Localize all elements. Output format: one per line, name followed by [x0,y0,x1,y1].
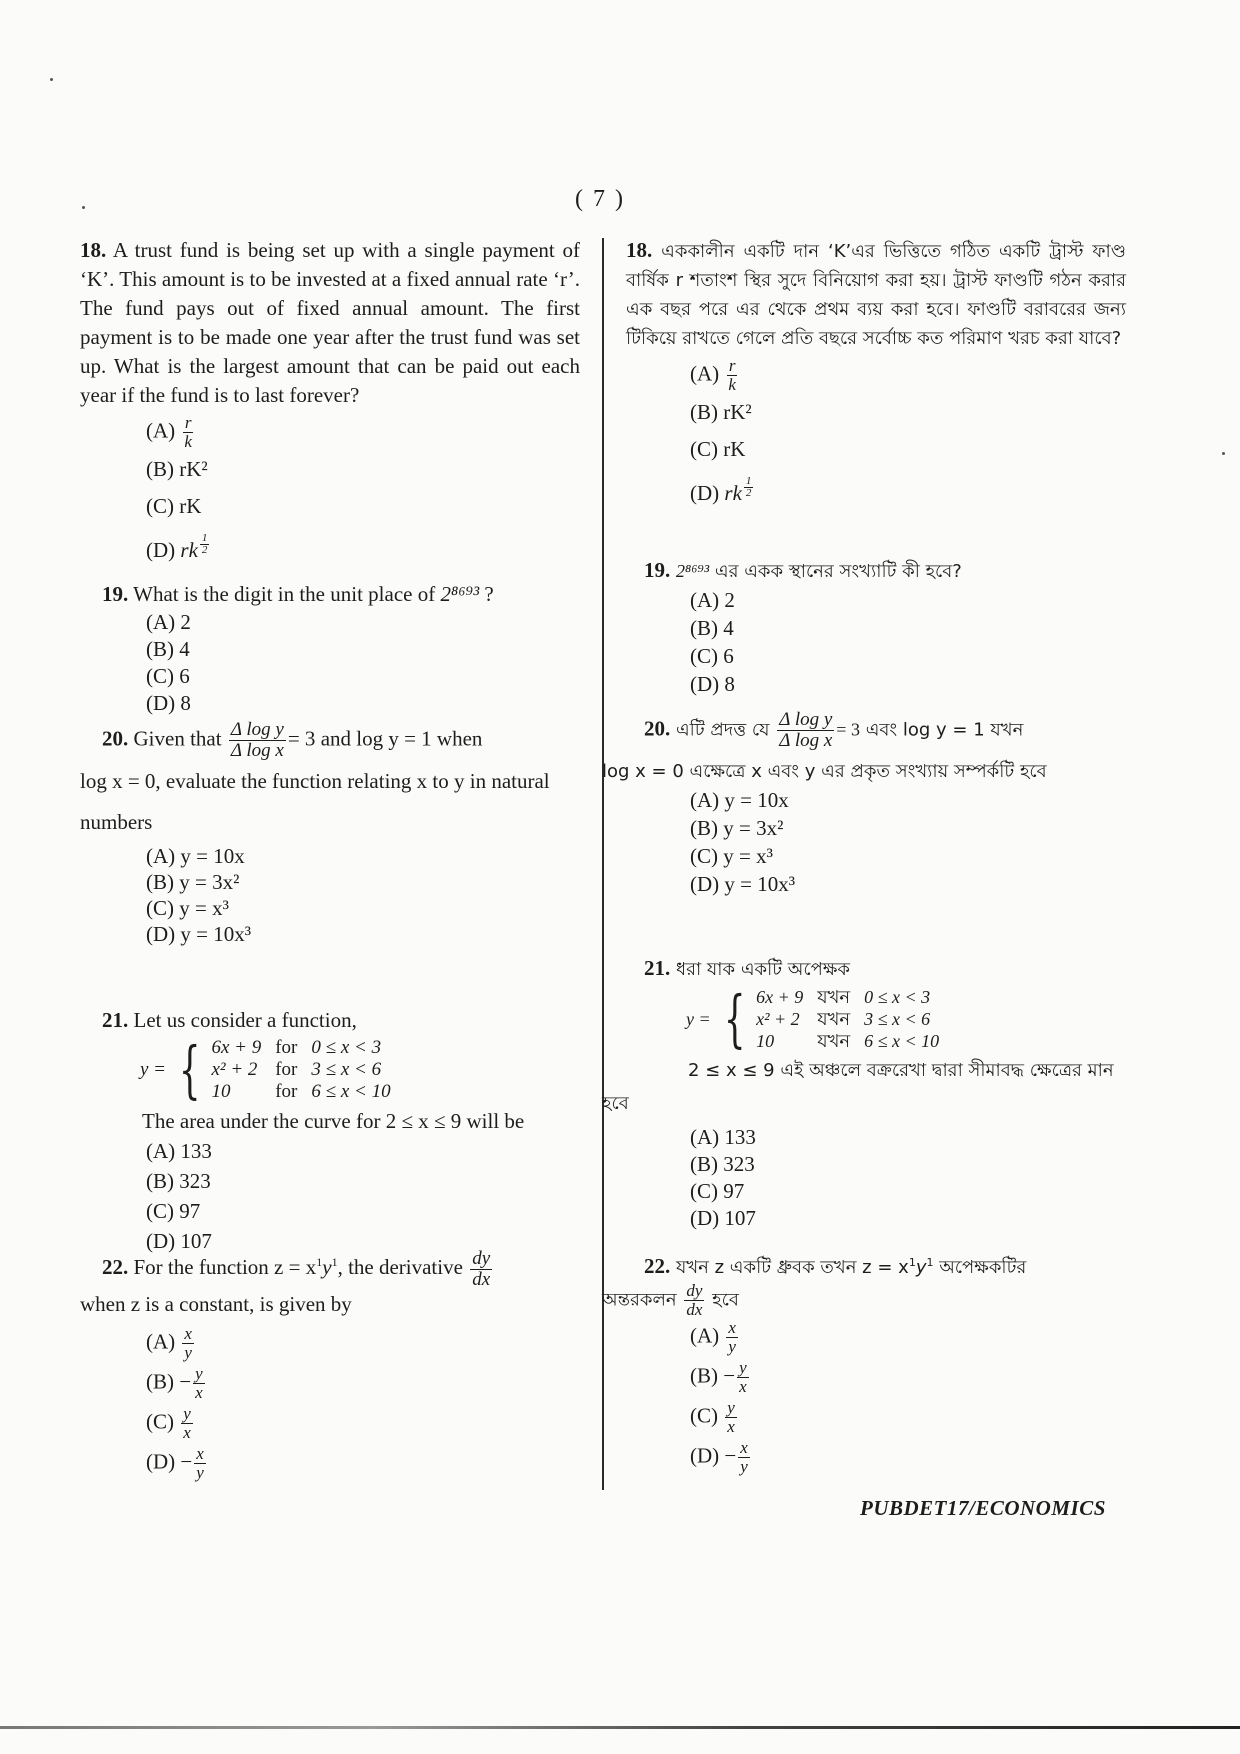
question-19-en: 19. What is the digit in the unit place of 2⁸⁶⁹³ ? (A) 2 (B) 4 (C) 6 (D) 8 [80,580,580,717]
option-a: (A) y = 10x [146,844,245,868]
question-number: 20. [644,716,671,741]
option-b: (B) 4 [690,616,734,640]
power-expression: 2⁸⁶⁹³ [440,582,480,606]
option-b: (B) 323 [146,1169,211,1193]
option-b: (B) − $\frac{y}{x}$ [146,1363,203,1402]
option-d: (D) − $\frac{x}{y}$ [146,1443,204,1482]
option-b: (B) rK² [146,457,208,481]
question-number: 19. [102,582,129,606]
option-d: (D) 8 [146,691,191,715]
question-22-bn: 22. যখন z একটি ধ্রুবক তখন $z = x^1y^1$ অপেক্ষকটির অন্তরকলন $\frac{dy}{dx}$ হবে (A) $\frac{x}{y}$ (B) − $\frac{y}{x}$ (C) $\frac{y}{x}$ (D) − $\frac{x}{y}$ [626,1248,1126,1479]
option-d: (D) 107 [690,1206,756,1230]
question-text: A trust fund is being set up with a single payment of ‘K’. This amount is to be invested at a fixed annual rate ‘r’. The fund pays out of fixed annual amount. The first payment is to be made one year after the trust fund was set up. What is the largest amount that can be paid out each year if the fund is to last forever? [80,238,581,407]
options-list [626,1319,1126,1479]
option-a: (A) $\frac{x}{y}$ [690,1318,736,1356]
option-b: (B) y = 3x² [146,870,240,894]
scan-edge [0,1726,1240,1729]
question-text: What is the digit in the unit place of [133,582,436,606]
footer-code: PUBDET17/ECONOMICS [860,1496,1106,1520]
question-number: 18. [80,238,107,262]
option-d: (D) rk $^{\frac{1}{2}}$ [146,532,208,562]
options-list [80,609,580,717]
option-d: (D) y = 10x³ [690,872,796,896]
question-number: 22. [644,1254,671,1278]
options-list [80,1136,580,1256]
scan-speck [82,206,85,209]
options-list [626,1124,1126,1232]
option-c: (C) 6 [690,644,734,668]
question-19-bn: 19. 2⁸⁶⁹³ এর একক স্থানের সংখ্যাটি কী হবে? (A) 2 (B) 4 (C) 6 (D) 8 [626,556,1126,698]
question-18-en [80,236,580,565]
question-20-en: 20. Given that $\frac{\text{Δ log y}}{\text{Δ log x}}$ = 3 and log y = 1 when log x = 0, evaluate the function relating x to y in natural numbers (A) y = 10x (B) y = 3x² (C) y = x³ (D) y = 10x³ [80,720,580,947]
option-d: (D) 107 [146,1229,212,1253]
options-list [80,414,580,565]
option-b: (B) 323 [690,1152,755,1176]
option-c: (C) y = x³ [146,896,229,920]
option-a: (A) $\frac{r}{k}$ [146,413,192,451]
options-list [626,586,1126,698]
option-c: (C) $\frac{y}{x}$ [690,1398,735,1436]
option-b: (B) rK² [690,400,752,424]
option-c: (C) $\frac{y}{x}$ [146,1403,191,1442]
derivative-fraction: $\frac{dy}{dx}$ [472,1247,491,1290]
option-c: (C) rK [146,494,202,518]
option-d: (D) y = 10x³ [146,922,252,946]
options-list [626,357,1126,508]
option-c: (C) 97 [146,1199,201,1223]
question-number: 21. [644,956,671,980]
question-number: 20. [102,726,129,751]
piecewise-function: y = { 6x + 9 for 0 ≤ x < 3 x² + 2 for 3 ≤ x < 6 10 for 6 ≤ x < 10 [140,1033,391,1106]
question-20-bn: 20. এটি প্রদত্ত যে $\frac{\text{Δ log y}}{\text{Δ log x}}$ = 3 এবং log y = 1 যখন log x = 0 এক্ষেত্রে x এবং y এর প্রকৃত সংখ্যায় সম্পর্কটি হবে (A) y = 10x (B) y = 3x² (C) y = x³ (D) y = 10x³ [626,710,1126,898]
question-number: 22. [102,1255,129,1279]
option-b: (B) y = 3x² [690,816,784,840]
question-number: 18. [626,238,653,262]
option-a: (A) $\frac{r}{k}$ [690,356,736,394]
option-a: (A) 133 [690,1125,756,1149]
scan-speck [1222,452,1225,455]
question-18-bn [626,236,1126,508]
question-22-en: 22. For the function $z = x^1y^1$, the derivative $\frac{dy}{dx}$ when z is a constant, is given by (A) $\frac{x}{y}$ (B) − $\frac{y}{x}$ (C) $\frac{y}{x}$ (D) − $\frac{x}{y}$ [80,1248,580,1485]
option-d: (D) rk $^{\frac{1}{2}}$ [690,475,752,505]
option-c: (C) 97 [690,1179,745,1203]
option-a: (A) 133 [146,1139,212,1163]
scan-speck [50,78,53,81]
question-21-bn: 21. ধরা যাক একটি অপেক্ষক y = { 6x + 9 যখন 0 ≤ x < 3 x² + 2 যখন 3 ≤ x < 6 10 যখন 6 ≤ x < 10 2 ≤ x ≤ 9 এই অঞ্চলে বক্ররেখা দ্বারা সীমাবদ্ধ ক্ষেত্রের মান হবে (A) 133 (B) 323 (C) 97 (D) 107 [626,954,1126,1232]
question-21-en: 21. Let us consider a function, y = { 6x + 9 for 0 ≤ x < 3 x² + 2 for 3 ≤ x < 6 10 for 6 ≤ x < 10 The area under the curve for 2 ≤ x ≤ 9 will be (A) 133 (B) 323 (C) 97 (D) 107 [80,1006,580,1256]
fraction: $\frac{r}{k}$ [184,413,192,451]
question-text: এককালীন একটি দান ‘K’এর ভিত্তিতে গঠিত একটি ট্রাস্ট ফাণ্ড বার্ষিক r শতাংশ স্থির সুদে বিনিয়োগ করা হয়। ট্রাস্ট ফাণ্ডটি গঠন করার এক বছর পরে এর থেকে প্রথম ব্যয় করা হবে। ফাণ্ডটি বরাবরের জন্য টিকিয়ে রাখতে গেলে প্রতি বছরে সর্বোচ্চ কত পরিমাণ খরচ করা যাবে? [626,241,1126,349]
option-c: (C) y = x³ [690,844,773,868]
question-number: 21. [102,1008,129,1032]
options-list [626,786,1126,898]
page-number: ( 7 ) [575,186,625,212]
option-b: (B) − $\frac{y}{x}$ [690,1358,747,1396]
question-number: 19. [644,558,671,582]
option-d: (D) 8 [690,672,735,696]
options-list [80,843,580,947]
fraction: $\frac{\text{Δ log y}}{\text{Δ log x}}$ [230,719,284,761]
option-c: (C) rK [690,437,746,461]
option-a: (A) $\frac{x}{y}$ [146,1323,192,1362]
option-a: (A) 2 [146,610,191,634]
option-a: (A) 2 [690,588,735,612]
option-a: (A) y = 10x [690,788,789,812]
option-c: (C) 6 [146,664,190,688]
options-list [80,1325,580,1485]
option-b: (B) 4 [146,637,190,661]
piecewise-function: y = { 6x + 9 যখন 0 ≤ x < 3 x² + 2 যখন 3 ≤ x < 6 10 যখন 6 ≤ x < 10 [686,982,940,1055]
option-d: (D) − $\frac{x}{y}$ [690,1438,748,1476]
